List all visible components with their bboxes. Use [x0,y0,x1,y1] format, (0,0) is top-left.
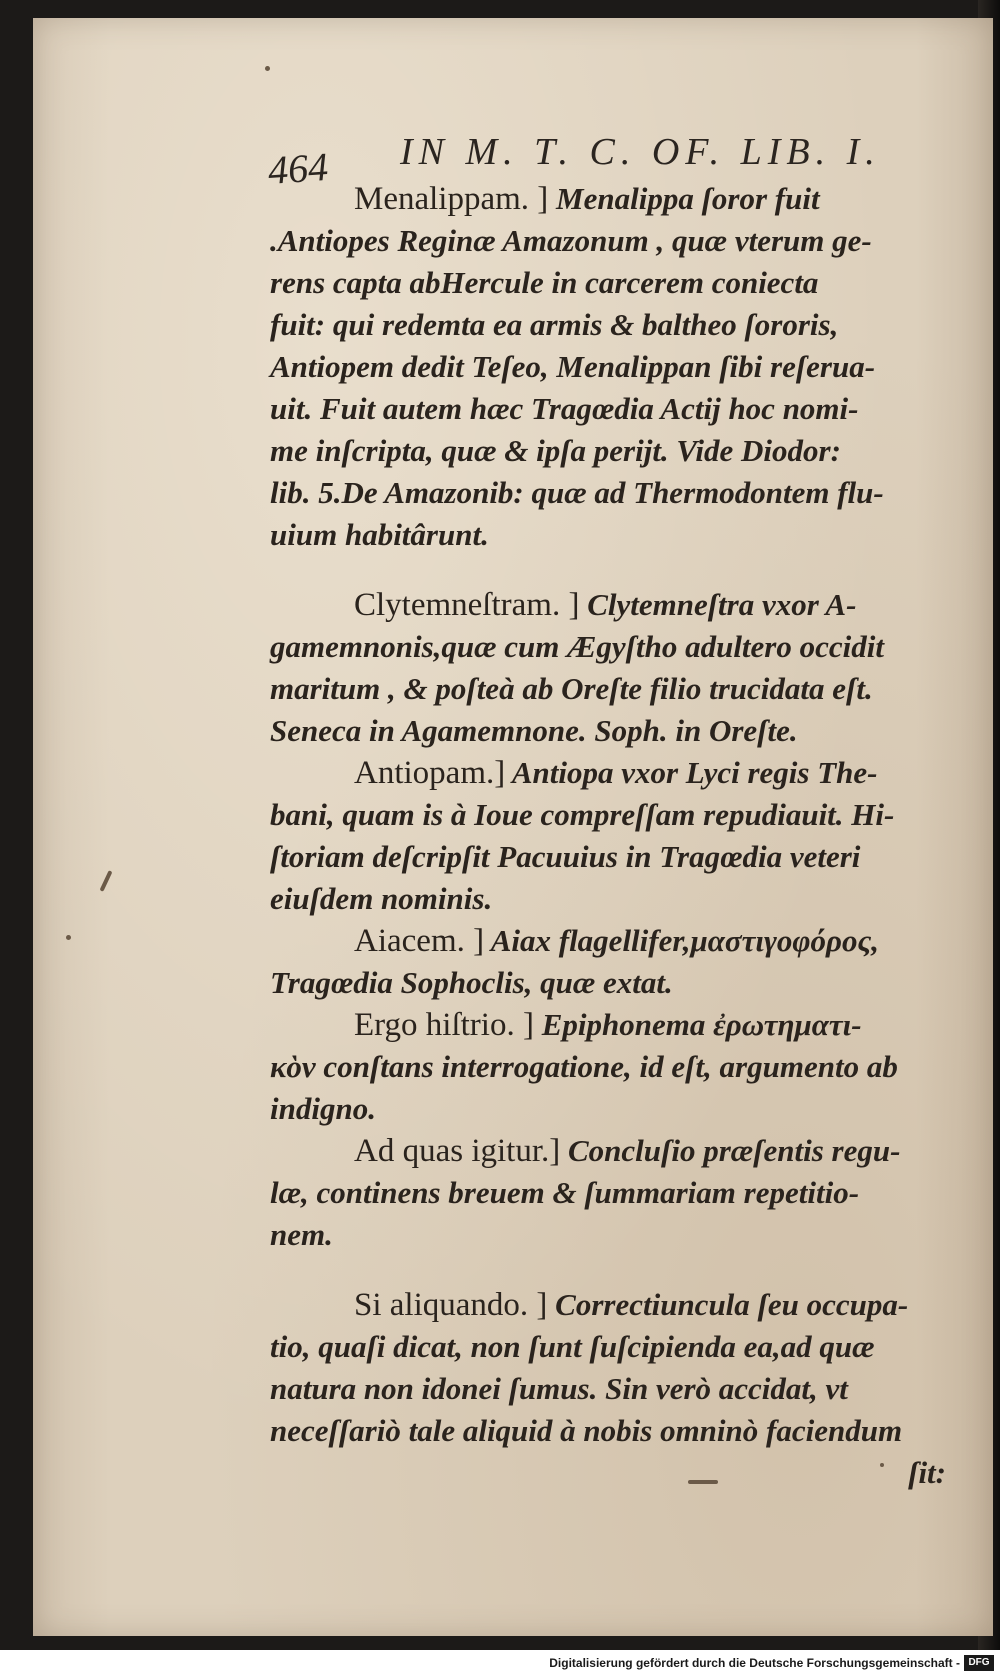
text-line [270,920,960,962]
line-text: uit. Fuit autem hæc Tragœdia Actij hoc nomi- [270,391,859,426]
text-line [270,836,960,878]
footer-bar [0,1650,1000,1680]
line-text: me inſcripta, quæ & ipſa periјt. Vide Diodor: [270,433,841,468]
line-text: κὸν conſtans interrogatione, id eſt, argumento ab [270,1049,898,1084]
line-text: Menalippa ſoror fuit [548,181,820,216]
lemma: Ad quas igitur.] [354,1133,561,1169]
page-number: 464 [266,143,330,194]
line-text: tio, quaſi dicat, non ſunt ſuſcipienda ea,ad quæ [270,1329,875,1364]
line-text: Seneca in Agamemnone. Soph. in Oreſte. [270,713,798,748]
text-line [270,178,960,220]
text-line [270,346,960,388]
text-line [270,878,960,920]
text-line [270,1410,960,1452]
line-text: ſtoriam deſcripſit Pacuuius in Tragœdia veteri [270,839,861,874]
lemma: Clytemneſtram. ] [354,587,580,623]
lemma: Aiacem. ] [354,923,485,959]
line-text: nem. [270,1217,333,1252]
line-text: Aiax flagellifer,μαστιγοφόρος, [484,923,880,958]
paragraph-gap [270,1256,960,1284]
paper-fleck [880,1463,884,1467]
paper-fleck [265,66,270,71]
line-text: eiuſdem nominis. [270,881,493,916]
line-text: fuit: qui redemta ea armis & baltheo ſororis, [270,307,839,342]
line-text: uium habitârunt. [270,517,489,552]
text-line [270,1284,960,1326]
text-line [270,1172,960,1214]
line-text: gamemnonis,quæ cum Ægyſtho adultero occidit [270,629,884,664]
line-text: Clytemneſtra vxor A- [579,587,857,622]
text-line [270,794,960,836]
lemma: Antiopam.] [354,755,506,791]
line-text: maritum , & poſteà ab Oreſte filio trucidata eſt. [270,671,873,706]
dfg-logo: DFG [964,1655,994,1671]
text-line [270,668,960,710]
line-text: lib. 5.De Amazonib: quæ ad Thermodontem flu- [270,475,884,510]
text-line [270,304,960,346]
line-text: .Antiopes Reginæ Amazonum , quæ vterum ge- [270,223,872,258]
line-text: Antiopem dedit Teſeo, Menalippan ſibi reſerua- [270,349,876,384]
text-line [270,388,960,430]
text-line [270,1130,960,1172]
line-text: Epiphonema ἐρωτηματι- [533,1007,862,1042]
line-text: bani, quam is à Ioue compreſſam repudiauit. Hi- [270,797,895,832]
line-text: læ, continens breuem & ſummariam repetitio- [270,1175,860,1210]
text-line [270,710,960,752]
paper-fleck [688,1480,718,1484]
text-line [270,472,960,514]
lemma: Ergo hiſtrio. ] [354,1007,534,1043]
line-text: Concluſio præſentis regu- [560,1133,901,1168]
text-line [270,262,960,304]
text-line [270,1452,960,1494]
text-line [270,430,960,472]
running-head: IN M. T. C. OF. LIB. I. [400,131,881,173]
line-text: Antiopa vxor Lyci regis The- [505,755,878,790]
line-text: neceſſariò tale aliquid à nobis omninò faciendum [270,1413,903,1448]
line-text: rens capta abHercule in carcerem coniecta [270,265,819,300]
text-line [270,1368,960,1410]
text-line [270,220,960,262]
text-line [270,1004,960,1046]
text-line [270,514,960,556]
lemma: Menalippam. ] [354,181,549,217]
text-line [270,962,960,1004]
paper-fleck [66,935,71,940]
text-line [270,1088,960,1130]
text-line [270,584,960,626]
line-text: Correctiuncula ſeu occupa- [547,1287,909,1322]
paragraph-gap [270,556,960,584]
commentary-text [270,178,960,1494]
text-line [270,1046,960,1088]
line-text: natura non idonei ſumus. Sin verò accidat, vt [270,1371,848,1406]
line-text: Tragœdia Sophoclis, quæ extat. [270,965,673,1000]
text-line [270,1326,960,1368]
digitization-credit: Digitalisierung gefördert durch die Deutsche Forschungsgemeinschaft - [549,1656,960,1670]
text-line [270,626,960,668]
text-line [270,1214,960,1256]
text-line [270,752,960,794]
line-text: ſit: [908,1455,946,1490]
line-text: indigno. [270,1091,376,1126]
lemma: Si aliquando. ] [354,1287,548,1323]
